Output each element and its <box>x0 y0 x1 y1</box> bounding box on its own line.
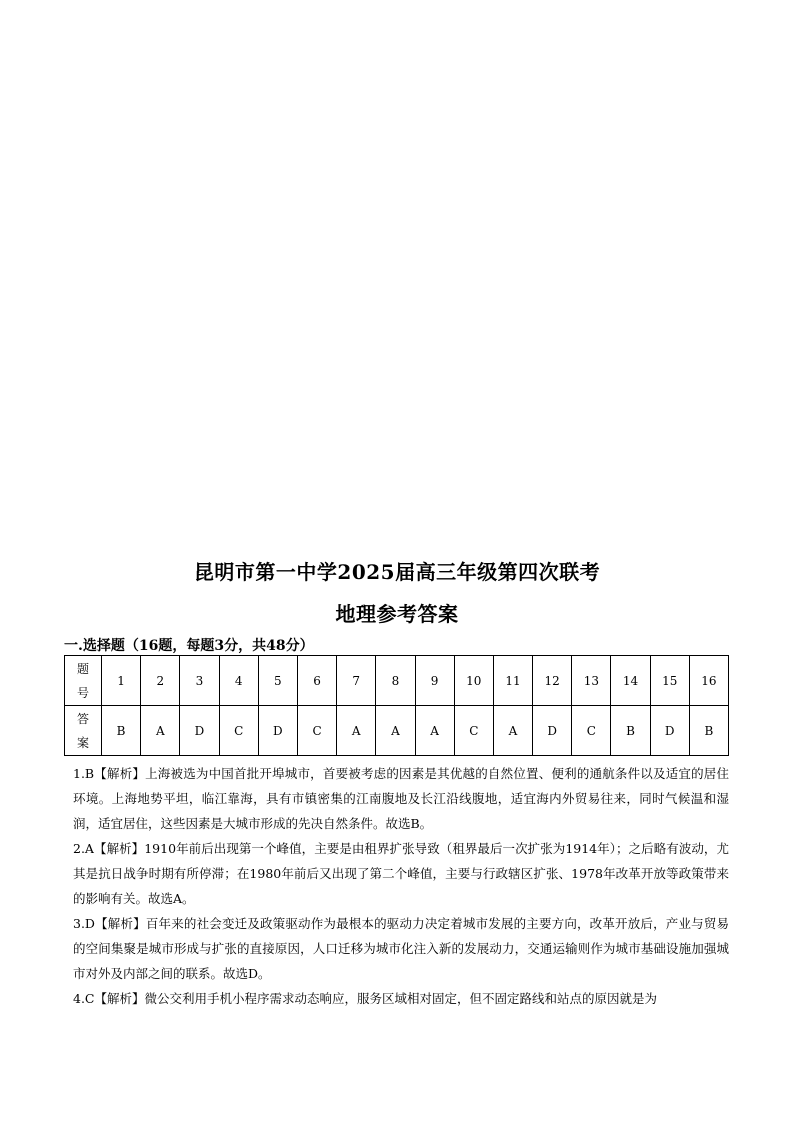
question-number-cell: 8 <box>376 656 415 706</box>
explanation-paragraph: 4.C【解析】微公交利用手机小程序需求动态响应，服务区域相对固定，但不固定路线和站点的原因就是为 <box>73 991 657 1006</box>
question-number-cell: 4 <box>219 656 258 706</box>
question-number-cell: 6 <box>297 656 336 706</box>
answer-cell: B <box>102 706 141 756</box>
row-label-char: 答 <box>76 711 89 726</box>
answer-cell: D <box>180 706 219 756</box>
question-number-cell: 16 <box>689 656 728 706</box>
explanation-paragraph: 2.A【解析】1910年前后出现第一个峰值，主要是由租界扩张导致（租界最后一次扩张为1914年）；之后略有波动，尤其是抗日战争时期有所停滞；在1980年前后又出现了第二个峰值，主要与行政辖区扩张、1978年改革开放等政策带来的影响有关。故选A。 <box>73 841 729 906</box>
question-number-cell: 11 <box>493 656 532 706</box>
row-label-question-number <box>65 656 102 706</box>
answer-cell: A <box>376 706 415 756</box>
answer-cell: C <box>572 706 611 756</box>
answer-cell: C <box>297 706 336 756</box>
question-number-cell: 12 <box>533 656 572 706</box>
answer-cell: B <box>689 706 728 756</box>
answer-cell: D <box>650 706 689 756</box>
answer-cell: A <box>141 706 180 756</box>
answer-cell: B <box>611 706 650 756</box>
page-subtitle: 地理参考答案 <box>335 602 459 626</box>
answer-cell: D <box>533 706 572 756</box>
answer-cell: A <box>415 706 454 756</box>
explanation-paragraph: 1.B【解析】上海被选为中国首批开埠城市，首要被考虑的因素是其优越的自然位置、便利的通航条件以及适宜的居住环境。上海地势平坦，临江靠海，具有市镇密集的江南腹地及长江沿线腹地，适宜海内外贸易往来，同时气候温和湿润，适宜居住，这些因素是大城市形成的先决自然条件。故选B。 <box>73 766 729 831</box>
page-title: 昆明市第一中学2025届高三年级第四次联考 <box>193 560 601 584</box>
row-label-char: 号 <box>76 685 89 700</box>
answer-cell: C <box>219 706 258 756</box>
question-number-cell: 9 <box>415 656 454 706</box>
answer-row <box>65 706 729 756</box>
answer-table <box>64 655 729 756</box>
answer-cell: A <box>493 706 532 756</box>
question-number-cell: 13 <box>572 656 611 706</box>
question-number-cell: 3 <box>180 656 219 706</box>
answer-cell: D <box>258 706 297 756</box>
question-number-cell: 14 <box>611 656 650 706</box>
question-number-cell: 1 <box>102 656 141 706</box>
row-label-char: 题 <box>76 661 89 676</box>
row-label-char: 案 <box>76 735 89 750</box>
question-number-cell: 2 <box>141 656 180 706</box>
question-number-cell: 10 <box>454 656 493 706</box>
answer-cell: A <box>337 706 376 756</box>
question-number-cell: 15 <box>650 656 689 706</box>
row-label-answer <box>65 706 102 756</box>
question-number-cell: 5 <box>258 656 297 706</box>
question-number-cell: 7 <box>337 656 376 706</box>
section-heading: 一.选择题（16题，每题3分，共48分） <box>64 638 314 654</box>
question-number-row <box>65 656 729 706</box>
answer-cell: C <box>454 706 493 756</box>
explanation-paragraph: 3.D【解析】百年来的社会变迁及政策驱动作为最根本的驱动力决定着城市发展的主要方向，改革开放后，产业与贸易的空间集聚是城市形成与扩张的直接原因，人口迁移为城市化注入新的发展动力，交通运输则作为城市基础设施加强城市对外及内部之间的联系。故选D。 <box>73 916 729 981</box>
